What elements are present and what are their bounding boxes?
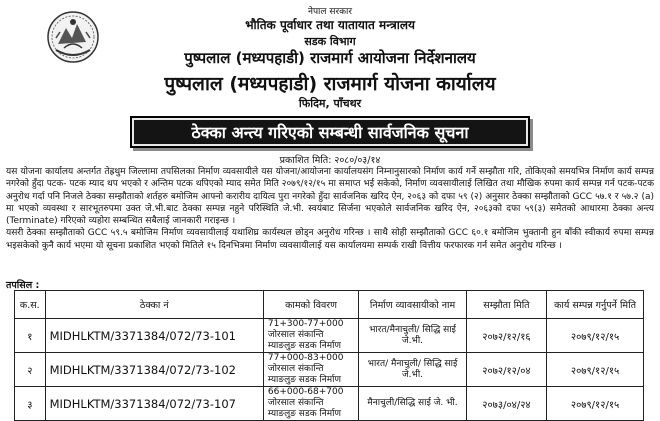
notice-body — [6, 166, 654, 252]
cell-agreement-date: २०७२/१२/०४ — [466, 353, 546, 387]
cell-completion-date: २०७९/१२/१५ — [547, 319, 644, 353]
header-contract-no: ठेक्का नं — [45, 291, 263, 319]
cell-agreement-date: २०७३/०४/२४ — [466, 387, 546, 421]
header-agreement-date: सम्झौता मिति — [466, 291, 546, 319]
cell-work: 66+000-68+700 जोरसाल संकान्ति म्याङलुङ सडक निर्माण — [263, 387, 358, 421]
table-row — [15, 319, 644, 353]
cell-agreement-date: २०७२/१२/१६ — [466, 319, 546, 353]
cell-contractor: मैनाचुली/सिद्धि साई जे. भी. — [359, 387, 467, 421]
cell-contractor: भारत/ मैनाचुली/ सिद्धि साई जे.भी. — [359, 353, 467, 387]
body-paragraph-1: यस योजना कार्यालय अन्तर्गत तेह्रथुम जिल्लामा तपसिलका निर्माण व्यवसायीले यस योजना/आयोजना कार्यालयसंग निम्नानुसारको निर्माण कार्य गर्ने सम्झौता गरि, तोकिएको समयभित्र निर्माण कार्य सम्पन्न नगरेको हुँदा पटक- पटक म्याद थप भएको र अन्तिम पटक थपिएको म्याद समेत मिति २०७९/१२/१५ मा समाप्त भई सकेको, निर्माण व्यवसायीलाई लिखित तथा मौखिक रुपमा कार्य सम्पन्न गर्न पटक-पटक अनुरोध गर्दा पनि निजले ठेक्का सम्झौताको शर्तहरु बमोजिम आफ्नो करारीय दायित्व पुरा नगरेको हुँदा सार्वजनिक खरिद ऐन, २०६३ को दफा ५९ (२) अनुसार ठेक्का सम्झौताको GCC ५७.१ र ५७.२ (a) मा भएको व्यवस्था र सारभूतरुपमा उक्त जे.भी.बाट ठेक्का सम्पन्न नहुने परिस्थिति जे.भी. स्वयंबाट सिर्जना भएकोले सार्वजनिक खरिद ऐन, २०६३को दफा ५९(३) समेतको आधारमा ठेक्का अन्त्य (Terminate) गरिएको व्यहोरा सम्बन्धित सबैलाई जानकारी गराइन्छ । — [6, 167, 654, 227]
cell-contractor: भारत/मैनाचुली/ सिद्धि साई जे.भी. — [359, 319, 467, 353]
cell-sn: २ — [15, 353, 46, 387]
table-row — [15, 387, 644, 421]
cell-contract-no: MIDHLKTM/3371384/072/73-101 — [45, 319, 263, 353]
table-header-row — [15, 291, 644, 319]
header-completion-date: कार्य सम्पन्न गर्नुपर्ने मिति — [547, 291, 644, 319]
cell-contract-no: MIDHLKTM/3371384/072/73-102 — [45, 353, 263, 387]
cell-contract-no: MIDHLKTM/3371384/072/73-107 — [45, 387, 263, 421]
header-work-description: कामको विवरण — [263, 291, 358, 319]
header-contractor-name: निर्माण व्यावसायीको नाम — [359, 291, 467, 319]
cell-completion-date: २०७९/१२/१५ — [547, 353, 644, 387]
government-name: नेपाल सरकार — [307, 7, 353, 17]
office-name: पुष्पलाल (मध्यपहाडी) राजमार्ग योजना कार्यालय — [164, 73, 496, 95]
table-label: तपसिल : — [6, 280, 40, 291]
header-sn: क.स. — [15, 291, 46, 319]
cell-work: 71+300-77+000 जोरसाल संकान्ति म्याङलुङ सडक निर्माण — [263, 319, 358, 353]
ministry-name: भौतिक पूर्वाधार तथा यातायात मन्त्रालय — [245, 18, 415, 32]
cell-sn: १ — [15, 319, 46, 353]
cell-work: 77+000-83+000 जोरसाल संकान्ति म्याङलुङ सडक निर्माण — [263, 353, 358, 387]
notice-title-banner — [130, 116, 530, 148]
published-date: प्रकाशित मिति: २०८०/०३/१४ — [279, 155, 381, 166]
body-paragraph-2: यसरी ठेक्का सम्झौताको GCC ५९.५ बमोजिम निर्माण व्यवसायीलाई यथाशिघ्र कार्यस्थल छोड्न अनुरोध गरिन्छ । साथै सोही सम्झौताको GCC ६०.१ बमोजिम भुक्तानी हुन बाँकी स्वीकार्य रुपमा सम्पन्न भइसकेको कुनै कार्य भएमा यो सूचना प्रकाशित भएको मितिले १५ दिनभित्रमा निर्माण व्यवसायीलाई यस कार्यालयमा सम्पर्क राखी वित्तीय फरफारक गर्न समेत अनुरोध गरिन्छ । — [6, 228, 654, 251]
table-row — [15, 353, 644, 387]
directorate-name: पुष्पलाल (मध्यपहाडी) राजमार्ग आयोजना निर्देशनालय — [184, 49, 476, 67]
cell-sn: ३ — [15, 387, 46, 421]
cell-completion-date: २०७९/१२/१५ — [547, 387, 644, 421]
contracts-table — [14, 290, 644, 421]
office-address: फिदिम, पाँचथर — [298, 97, 362, 110]
nepal-emblem-icon — [46, 10, 100, 64]
department-name: सडक विभाग — [304, 35, 356, 48]
notice-title: ठेक्का अन्त्य गरिएको सम्बन्धी सार्वजनिक सूचना — [191, 123, 469, 142]
